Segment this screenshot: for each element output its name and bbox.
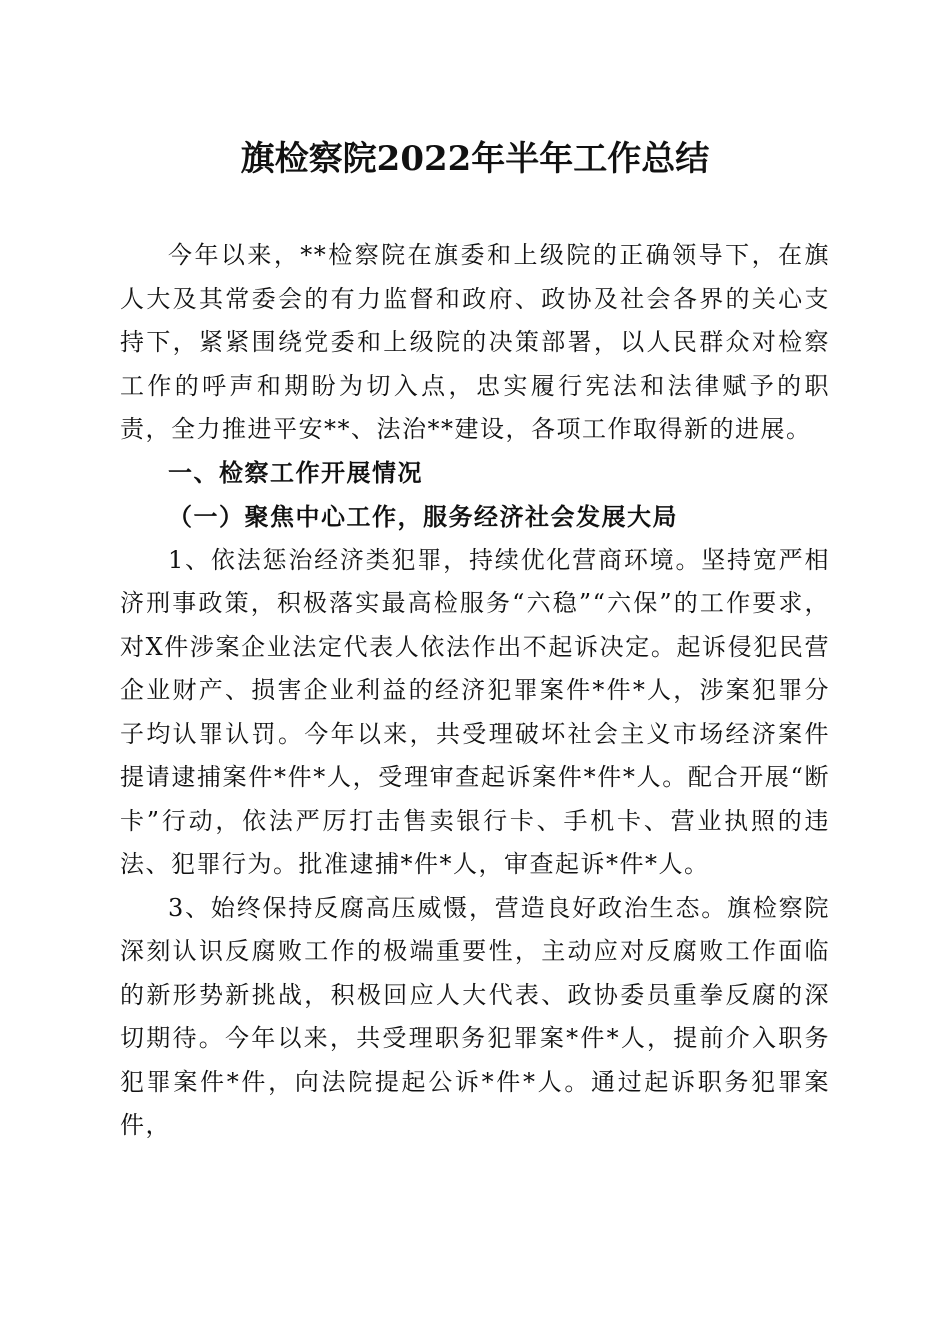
document-body [120,234,830,1148]
document-title: 旗检察院2022年半年工作总结 [240,139,710,179]
paragraph-anti-corruption: 3、始终保持反腐高压威慑，营造良好政治生态。旗检察院深刻认识反腐败工作的极端重要性，主动应对反腐败工作面临的新形势新挑战，积极回应人大代表、政协委员重拳反腐的深切期待。今年以来，共受理职务犯罪案*件*人，提前介入职务犯罪案件*件，向法院提起公诉*件*人。通过起诉职务犯罪案件， [120,893,830,1139]
subsection-heading: （一）聚焦中心工作，服务经济社会发展大局 [168,502,678,531]
paragraph-economic-crimes: 1、依法惩治经济类犯罪，持续优化营商环境。坚持宽严相济刑事政策，积极落实最高检服务“六稳”“六保”的工作要求，对X件涉案企业法定代表人依法作出不起诉决定。起诉侵犯民营企业财产、损害企业利益的经济犯罪案件*件*人，涉案犯罪分子均认罪认罚。今年以来，共受理破坏社会主义市场经济案件提请逮捕案件*件*人，受理审查起诉案件*件*人。配合开展“断卡”行动，依法严厉打击售卖银行卡、手机卡、营业执照的违法、犯罪行为。批准逮捕*件*人，审查起诉*件*人。 [120,545,830,878]
intro-paragraph: 今年以来，**检察院在旗委和上级院的正确领导下，在旗人大及其常委会的有力监督和政府、政协及社会各界的关心支持下，紧紧围绕党委和上级院的决策部署，以人民群众对检察工作的呼声和期盼为切入点，忠实履行宪法和法律赋予的职责，全力推进平安**、法治**建设，各项工作取得新的进展。 [120,241,830,443]
section-heading: 一、检察工作开展情况 [168,458,423,487]
